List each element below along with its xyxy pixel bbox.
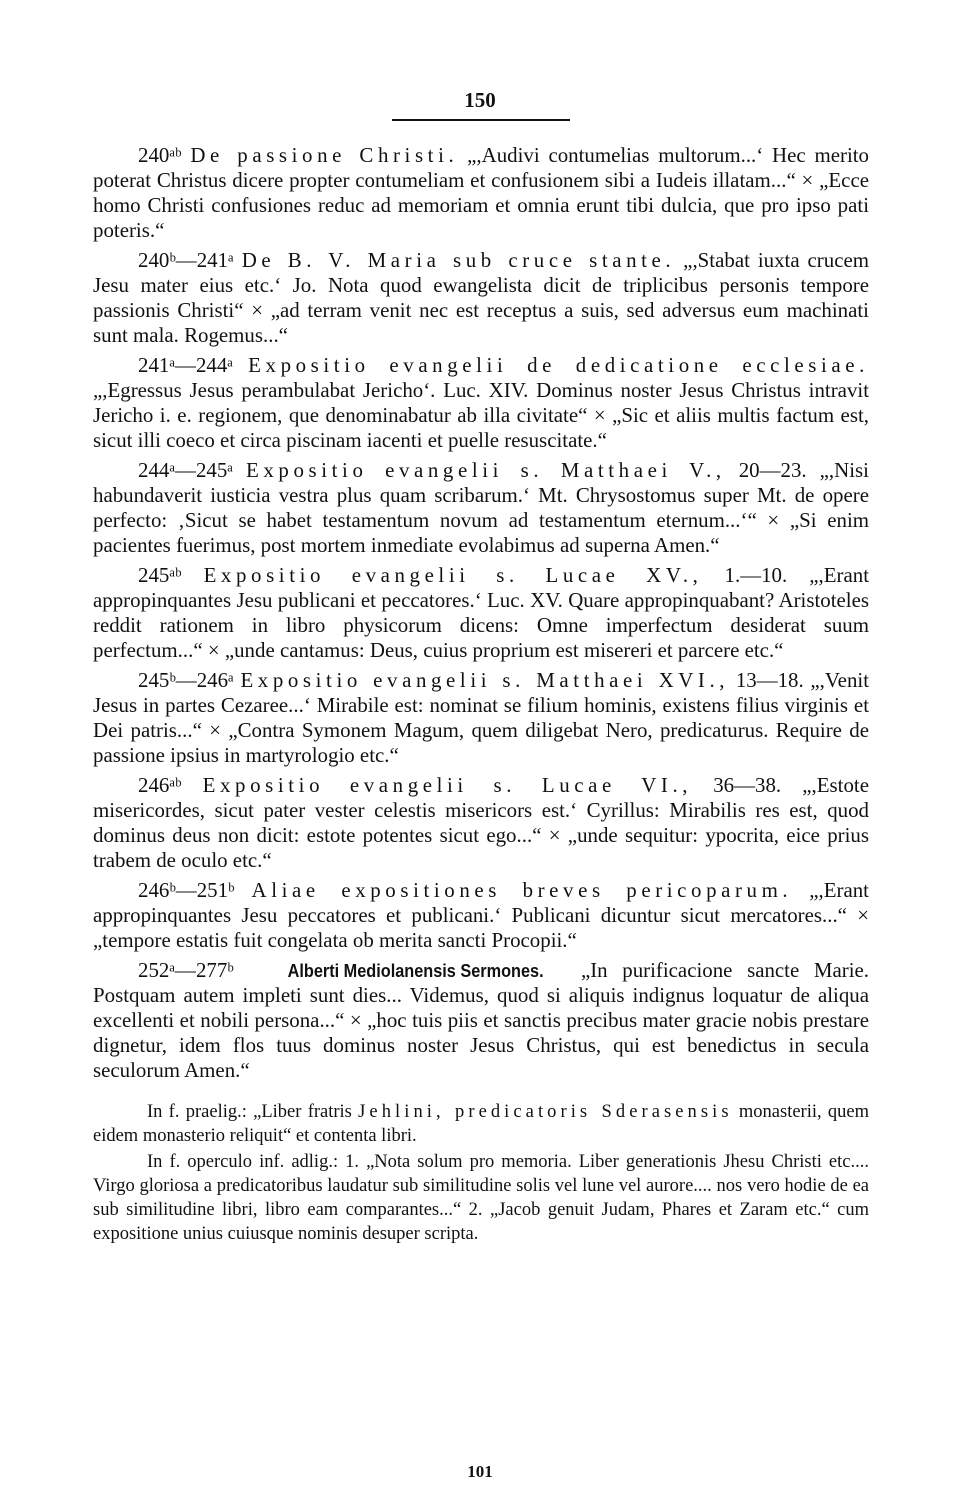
sermons-author-title: Alberti Mediolanensis Sermones. [287, 960, 545, 981]
catalog-text [93, 143, 869, 1248]
footer-page-number: 101 [467, 1462, 493, 1481]
catalog-entry [93, 668, 869, 768]
catalog-entry [93, 248, 869, 348]
note-text: In f. praelig.: „Liber fratris [147, 1102, 359, 1122]
codicological-notes [93, 1100, 869, 1246]
folio-reference: 246ᵃᵇ [138, 773, 182, 797]
entry-title: Expositio evangelii s. Matthaei XVI., [240, 668, 730, 692]
folio-reference: 240ᵃᵇ [138, 143, 182, 167]
catalog-entry [93, 458, 869, 558]
folio-reference: 241ᵃ—244ᵃ [138, 353, 233, 377]
note-text: monasterii, quem eidem monasterio reliquit“ et contenta libri. [93, 1102, 869, 1146]
sermons-entry [93, 958, 869, 1083]
catalog-entry [93, 143, 869, 243]
folio-reference: 246ᵇ—251ᵇ [138, 878, 235, 902]
entry-title: Expositio evangelii s. Lucae XV., [203, 563, 703, 587]
entry-text: „,Egressus Jesus perambulabat Jericho‘. Luc. XIV. Dominus noster Jesus Christus intravit Jericho i. e. regionem, que denominabatur ab illa civitate“ × „Sic et aliis multis factum est, sicut illi coeco et circa piscinam iacenti et puelle resuscitate.“ [93, 378, 869, 452]
catalog-entry [93, 773, 869, 873]
entry-title: Expositio evangelii de dedicatione ecclesiae. [248, 353, 869, 377]
entry-text: 1.—10. „,Erant appropinquantes Jesu publicani et peccatores.‘ Luc. XV. Quare appropinquabant? Aristoteles reddit rationem in libro physicorum dicens: Omne imperfectum desiderat suum perfectum...“ × „unde cantamus: Deus, cuius proprium est misereri et parcere etc.“ [93, 563, 869, 662]
owner-name: Jehlini, predicatoris Sderasensis [358, 1102, 733, 1122]
catalog-entry [93, 878, 869, 953]
folio-reference: 252ᵃ—277ᵇ [138, 958, 234, 982]
entry-text: 36—38. „,Estote misericordes, sicut pater vester celestis misericors est.‘ Cyrillus: Mirabilis res est, quod dominus deus non dicit: estote potentes sicut ego...“ × „unde sequitur: ypocrita, eice prius trabem de oculo etc.“ [93, 773, 869, 872]
entry-text: 20—23. „,Nisi habundaverit iusticia vestra plus quam scribarum.‘ Mt. Chrysostomus super Mt. de opere perfecto: ‚Sicut se habet testamentum novum ad testamentum eternum...‘“ × „Si enim pacientes fuerimus, post mortem inmediate evolabimus ad superna Amen.“ [93, 458, 869, 557]
folio-reference: 240ᵇ—241ᵃ [138, 248, 234, 272]
page-number: 150 [464, 88, 496, 112]
folio-reference: 245ᵃᵇ [138, 563, 182, 587]
note-praeligatum [93, 1100, 869, 1148]
entry-title: De B. V. Maria sub cruce stante. [241, 248, 676, 272]
entry-title: Aliae expositiones breves pericoparum. [251, 878, 793, 902]
entry-title: Expositio evangelii s. Lucae VI., [202, 773, 693, 797]
folio-reference: 245ᵇ—246ᵃ [138, 668, 234, 692]
entry-title: Expositio evangelii s. Matthaei V., [246, 458, 726, 482]
entry-text: 13—18. „,Venit Jesus in partes Cezaree...‘ Mirabile est: nominat se filium hominis, existens filius virginis et Dei patris...“ × „Contra Symonem Magum, quem diligebat Nero, predicaturus. Require de passione ipsius in martyrologio etc.“ [93, 668, 869, 767]
entry-text: „,Stabat iuxta crucem Jesu mater eius etc.‘ Jo. Nota quod ewangelista dicit de triplicibus personis tempore passionis Christi“ × „ad terram venit nec est receptus a suis, sed adversus eum machinati sunt mala. Rogemus...“ [93, 248, 869, 347]
entry-text: „,Audivi contumelias multorum...‘ Hec merito poterat Christus dicere propter contumeliam et confusionem sibi a Iudeis illatam...“ × „Ecce homo Christi confusiones reduc ad memoriam et omnia erunt tibi dulcia, que pro ipso pati poteris.“ [93, 143, 869, 242]
folio-reference: 244ᵃ—245ᵃ [138, 458, 233, 482]
catalog-entry [93, 563, 869, 663]
entry-text: „In purificacione sancte Marie. Postquam autem impleti sunt dies... Videmus, quod si aliquis indignus loquatur de aliqua excellenti et nobili persona...“ × „hoc tuis piis et sanctis precibus mater gracie nobis prestare dignetur, idem flos tuus dominus noster Jesus Christus, qui est benedictus in secula seculorum Amen.“ [93, 958, 869, 1082]
note-text: In f. operculo inf. adlig.: 1. „Nota solum pro memoria. Liber generationis Jhesu Christi etc.... Virgo gloriosa a predicatoribus laudatur sub similitudine solis vel lune vel aurore.... nos vero hodie de ea sub similitudine libri, libro eam comparantes...“ 2. „Jacob genuit Judam, Phares et Zaram etc.“ cum expositione unius cuiusque nominis desuper scripta. [93, 1152, 869, 1244]
header-rule [392, 119, 570, 121]
catalog-entry [93, 353, 869, 453]
note-operculum [93, 1150, 869, 1246]
entry-text: „,Erant appropinquantes Jesu peccatores et publicani.‘ Publicani dicuntur sicut mercatores...“ × „tempore estatis fuit congelata ob merita sancti Procopii.“ [93, 878, 869, 952]
entry-title: De passione Christi. [190, 143, 459, 167]
